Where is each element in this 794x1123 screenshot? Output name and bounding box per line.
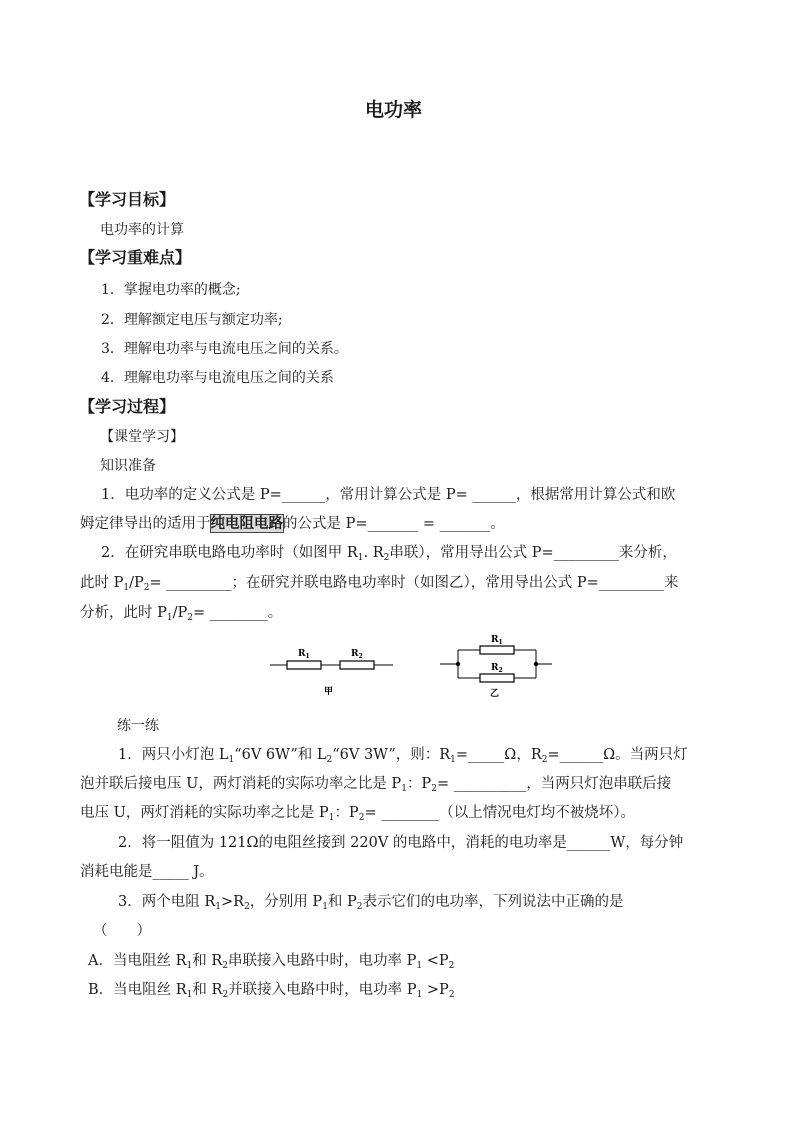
parallel-r2-label: $R_2$ (491, 663, 503, 674)
option-b: B．当电阻丝 $R_1$和 $R_2$并联接入电路中时，电功率 $P_1 >P_2$ (88, 982, 455, 1000)
practice-q1-line2: 泡并联后接电压 U，两灯消耗的实际功率之比是 $P_1$：$P_2=$ __________，当两只灯泡串联后接 (80, 776, 672, 794)
page-title: 电功率 (365, 99, 423, 121)
series-r1-label: $R_1$ (298, 649, 310, 660)
prep-q2-line1: 2．在研究串联电路电功率时（如图甲 $R_1$. $R_2$串联），常用导出公式 P=_________来分析， (101, 545, 677, 563)
prep-q2-line2: 此时 $P_1/P_2=$ _________；在研究并联电路电功率时（如图乙），常用导出公式 P=_________来 (80, 575, 679, 593)
series-circuit-figure (265, 640, 400, 700)
prep-q1-line1: 1．电功率的定义公式是 P=______，常用计算公式是 P= ______，根据常用计算公式和欧 (101, 487, 676, 503)
option-a: A．当电阻丝 $R_1$和 $R_2$串联接入电路中时，电功率 $P_1 <P_2$ (88, 953, 455, 971)
practice-q1-line3: 电压 U，两灯消耗的实际功率之比是 $P_1$：$P_2=$ ________（以上情况电灯均不被烧坏）。 (80, 805, 635, 823)
answer-bracket: （ ） (93, 923, 151, 939)
practice-label: 练一练 (117, 718, 159, 734)
practice-q2-line1: 2．将一阻值为 121Ω的电阻丝接到 220V 的电路中，消耗的电功率是______W，每分钟 (118, 835, 684, 851)
practice-q1-line1: 1．两只小灯泡 $L_1“6V$ 6W”和 $L_2“6V$ 3W”，则：$R_1=\_\_\_\_\_\Omega$，$R_2=\_\_\_\_\_\_\Omega$。当两只灯 (118, 747, 688, 765)
keypoint-item: 3．理解电功率与电流电压之间的关系。 (101, 341, 348, 357)
keypoint-item: 2．理解额定电压与额定功率; (101, 312, 283, 328)
classroom-label: 【课堂学习】 (100, 429, 184, 445)
parallel-circuit-figure (440, 628, 555, 700)
prep-q1-line2 (80, 517, 505, 532)
parallel-caption: 乙 (490, 689, 500, 699)
practice-q3-line1: 3．两个电阻 $R_1>R_2$，分别用 $P_1$和 $P_2$表示它们的电功率，下列说法中正确的是 (118, 894, 624, 912)
prep-q1-line2-end: 的公式是 P=_______ = _______。 (283, 516, 505, 532)
objectives-heading: 【学习目标】 (79, 190, 176, 209)
keypoint-item: 1．掌握电功率的概念; (101, 282, 241, 298)
series-r2-label: $R_2$ (351, 649, 363, 660)
series-caption: 甲 (324, 687, 334, 697)
practice-q2-line2: 消耗电能是_____ J。 (80, 864, 214, 880)
process-heading: 【学习过程】 (79, 397, 176, 416)
keypoint-item: 4．理解电功率与电流电压之间的关系 (101, 370, 334, 386)
prep-q2-line3: 分析，此时 $P_1/P_2=$ ________。 (80, 605, 283, 623)
keypoints-heading: 【学习重难点】 (79, 248, 192, 267)
parallel-r1-label: $R_1$ (491, 635, 503, 646)
objective-text: 电功率的计算 (100, 222, 184, 238)
highlighted-term: 纯电阻电路 (210, 515, 283, 532)
prep-q1-line2-start: 姆定律导出的适用于 (80, 516, 211, 532)
prep-label: 知识准备 (100, 458, 156, 474)
